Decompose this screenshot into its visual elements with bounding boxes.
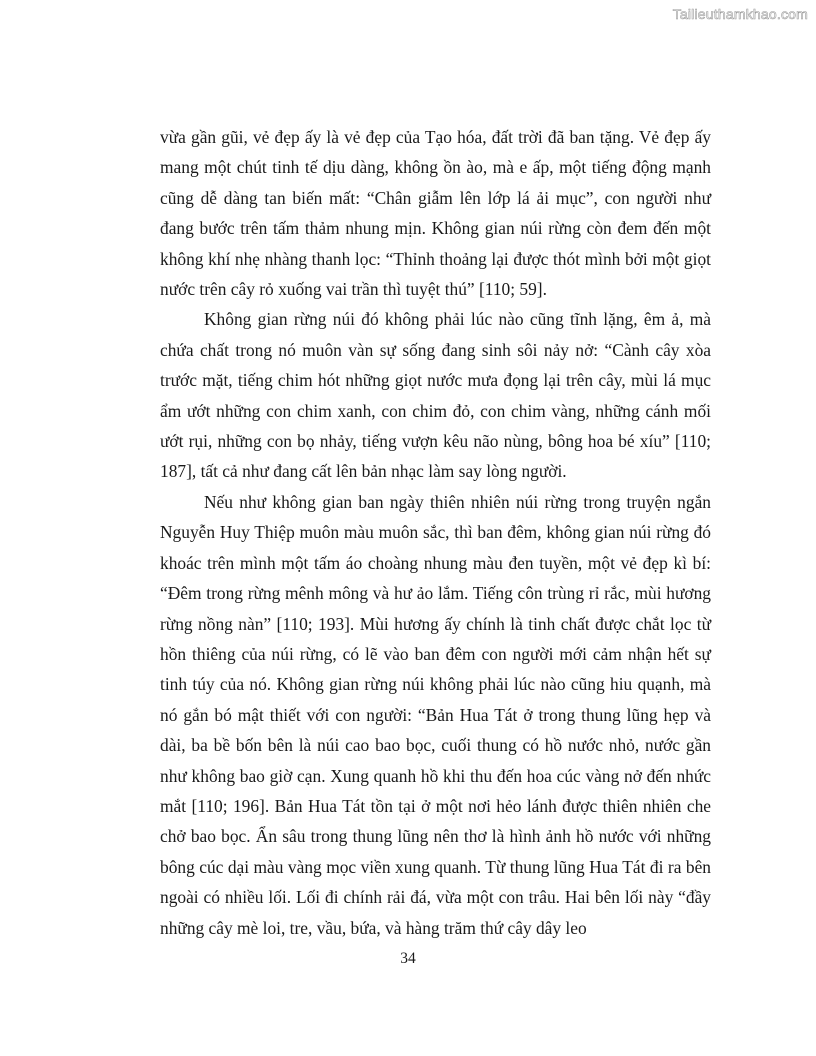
paragraph-1: vừa gần gũi, vẻ đẹp ấy là vẻ đẹp của Tạo hóa, đất trời đã ban tặng. Vẻ đẹp ấy mang một chút tinh tế dịu dàng, không ồn ào, mà e ấp, một tiếng động mạnh cũng dễ dàng tan biến mất: “Chân giẫm lên lớp lá ải mục”, con người như đang bước trên tấm thảm nhung mịn. Không gian núi rừng còn đem đến một không khí nhẹ nhàng thanh lọc: “Thỉnh thoảng lại được thót mình bởi một giọt nước trên cây rỏ xuống vai trần thì tuyệt thú” [110; 59]. [160, 127, 711, 300]
paragraph-2: Không gian rừng núi đó không phải lúc nào cũng tĩnh lặng, êm ả, mà chứa chất trong nó muôn vàn sự sống đang sinh sôi nảy nở: “Cành cây xòa trước mặt, tiếng chim hót những giọt nước mưa đọng lại trên cây, mùi lá mục ẩm ướt những con chim xanh, con chim đỏ, con chim vàng, những cánh mối ướt rụi, những con bọ nhảy, tiếng vượn kêu não nùng, bông hoa bé xíu” [110; 187], tất cả như đang cất lên bản nhạc làm say lòng người. [160, 309, 711, 482]
document-body [160, 122, 711, 943]
paragraph-3: Nếu như không gian ban ngày thiên nhiên núi rừng trong truyện ngắn Nguyễn Huy Thiệp muôn màu muôn sắc, thì ban đêm, không gian núi rừng đó khoác trên mình một tấm áo choàng nhung màu đen tuyền, một vẻ đẹp kì bí: “Đêm trong rừng mênh mông và hư ảo lắm. Tiếng côn trùng rỉ rắc, mùi hương rừng nồng nàn” [110; 193]. Mùi hương ấy chính là tinh chất được chắt lọc từ hồn thiêng của núi rừng, có lẽ vào ban đêm con người mới cảm nhận hết sự tinh túy của nó. Không gian rừng núi không phải lúc nào cũng hiu quạnh, mà nó gắn bó mật thiết với con người: “Bản Hua Tát ở trong thung lũng hẹp và dài, ba bề bốn bên là núi cao bao bọc, cuối thung có hồ nước nhỏ, nước gần như không bao giờ cạn. Xung quanh hồ khi thu đến hoa cúc vàng nở đến nhức mắt [110; 196]. Bản Hua Tát tồn tại ở một nơi hẻo lánh được thiên nhiên che chở bao bọc. Ẩn sâu trong thung lũng nên thơ là hình ảnh hồ nước với những bông cúc dại màu vàng mọc viền xung quanh. Từ thung lũng Hua Tát đi ra bên ngoài có nhiều lối. Lối đi chính rải đá, vừa một con trâu. Hai bên lối này “đầy những cây mè loi, tre, vầu, bứa, và hàng trăm thứ cây dây leo [160, 491, 711, 938]
watermark-logo: Tailieuthamkhao.com [672, 6, 808, 22]
page-number: 34 [400, 950, 416, 967]
